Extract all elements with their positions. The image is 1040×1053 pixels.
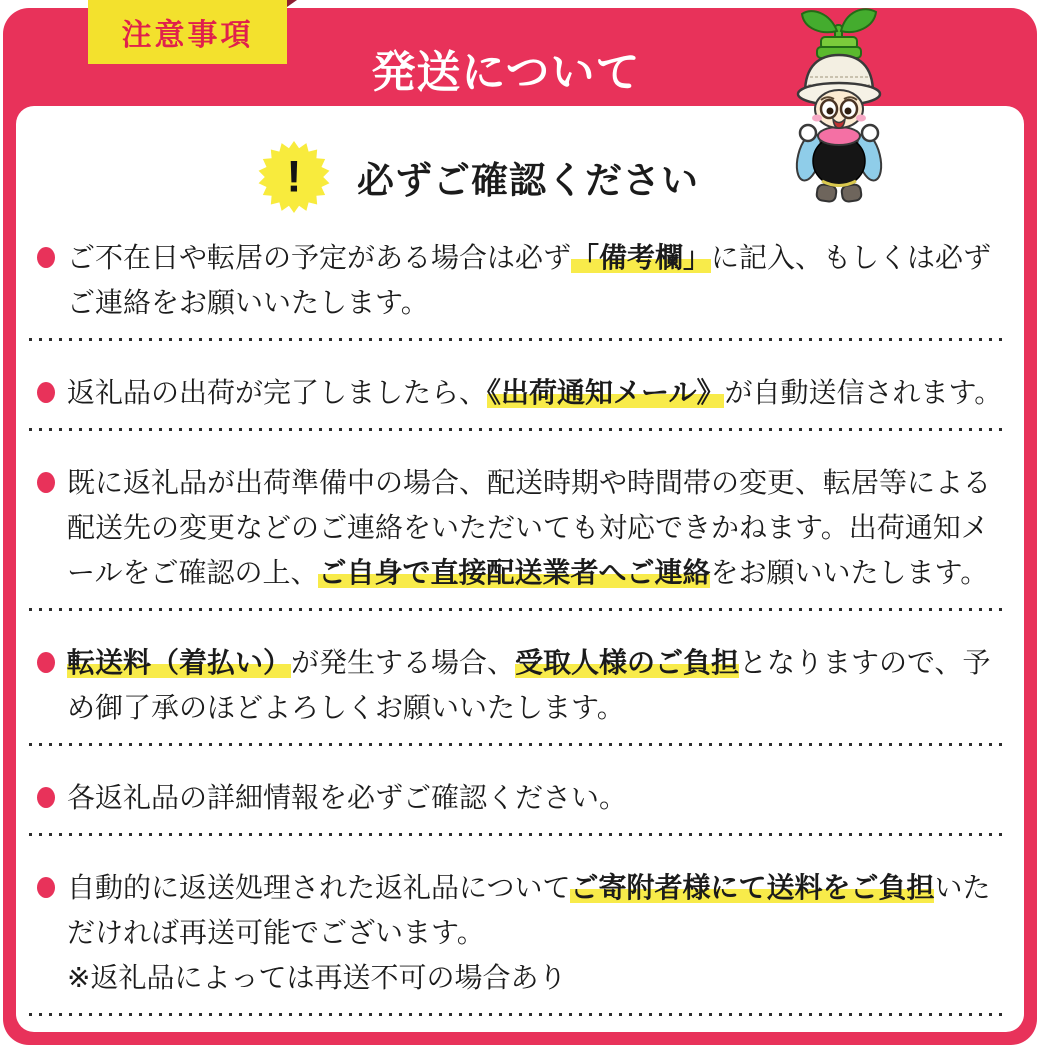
notice-text — [67, 775, 627, 820]
notice-text — [67, 460, 1008, 595]
notice-item — [37, 865, 1008, 1000]
attention-badge-label: 注意事項 — [121, 19, 254, 52]
highlighted-text: ご自身で直接配送業者へご連絡 — [318, 557, 711, 588]
bullet-dot-icon — [37, 787, 55, 808]
bullet-dot-icon — [37, 877, 55, 898]
alert-starburst-icon — [257, 140, 331, 214]
exclamation-mark: ! — [286, 151, 302, 202]
dotted-divider — [29, 608, 1008, 611]
dotted-divider — [29, 833, 1008, 836]
highlighted-text: 転送料（着払い） — [67, 647, 292, 678]
notice-item — [37, 640, 1008, 730]
notice-item — [37, 370, 1008, 415]
highlighted-text: 《出荷通知メール》 — [487, 377, 725, 408]
plain-text: が自動送信されます。 — [724, 377, 1003, 408]
highlighted-text: 「備考欄」 — [571, 242, 712, 273]
bullet-dot-icon — [37, 247, 55, 268]
plain-text: ご不在日や転居の予定がある場合は必ず — [67, 242, 572, 273]
bullet-dot-icon — [37, 652, 55, 673]
notice-list — [37, 235, 1008, 1016]
badge-fold-icon — [287, 0, 298, 8]
plain-text: いただければ再送可能でございます。 — [67, 872, 991, 948]
highlighted-text: ご寄附者様にて送料をご負担 — [570, 872, 935, 903]
bullet-dot-icon — [37, 382, 55, 403]
dotted-divider — [29, 743, 1008, 746]
dotted-divider — [29, 1013, 1008, 1016]
notice-item — [37, 775, 1008, 820]
notice-text — [67, 640, 1008, 730]
plain-text: 返礼品の出荷が完了しましたら、 — [67, 377, 488, 408]
highlighted-text: 受取人様のご負担 — [515, 647, 740, 678]
page-title: 発送について — [371, 48, 641, 97]
plain-text: に記入、もしくは必ずご連絡をお願いいたします。 — [67, 242, 992, 318]
bullet-dot-icon — [37, 472, 55, 493]
plain-text: 自動的に返送処理された返礼品について — [67, 872, 571, 903]
plain-text: 既に返礼品が出荷準備中の場合、配送時期や時間帯の変更、転居等による配送先の変更などのご連絡をいただいても対応できかねます。出荷通知メールをご確認の上、 — [67, 467, 992, 588]
notice-text — [67, 865, 1008, 1000]
dotted-divider — [29, 428, 1008, 431]
plain-text: 各返礼品の詳細情報を必ずご確認ください。 — [67, 782, 628, 813]
plain-text: が発生する場合、 — [291, 647, 516, 678]
plain-text: となりますので、予め御了承のほどよろしくお願いいたします。 — [67, 647, 991, 723]
confirm-heading-row — [257, 140, 1008, 214]
notice-item — [37, 235, 1008, 325]
content-panel — [16, 106, 1024, 1032]
notice-text — [67, 235, 1008, 325]
sprout-hat-bug-mascot-icon — [784, 5, 894, 210]
notice-note: ※返礼品によっては再送不可の場合あり — [67, 962, 567, 993]
dotted-divider — [29, 338, 1008, 341]
plain-text: をお願いいたします。 — [710, 557, 989, 588]
attention-badge — [88, 0, 287, 64]
notice-item — [37, 460, 1008, 595]
confirm-heading: 必ずご確認ください — [357, 160, 699, 201]
notice-text — [67, 370, 1002, 415]
